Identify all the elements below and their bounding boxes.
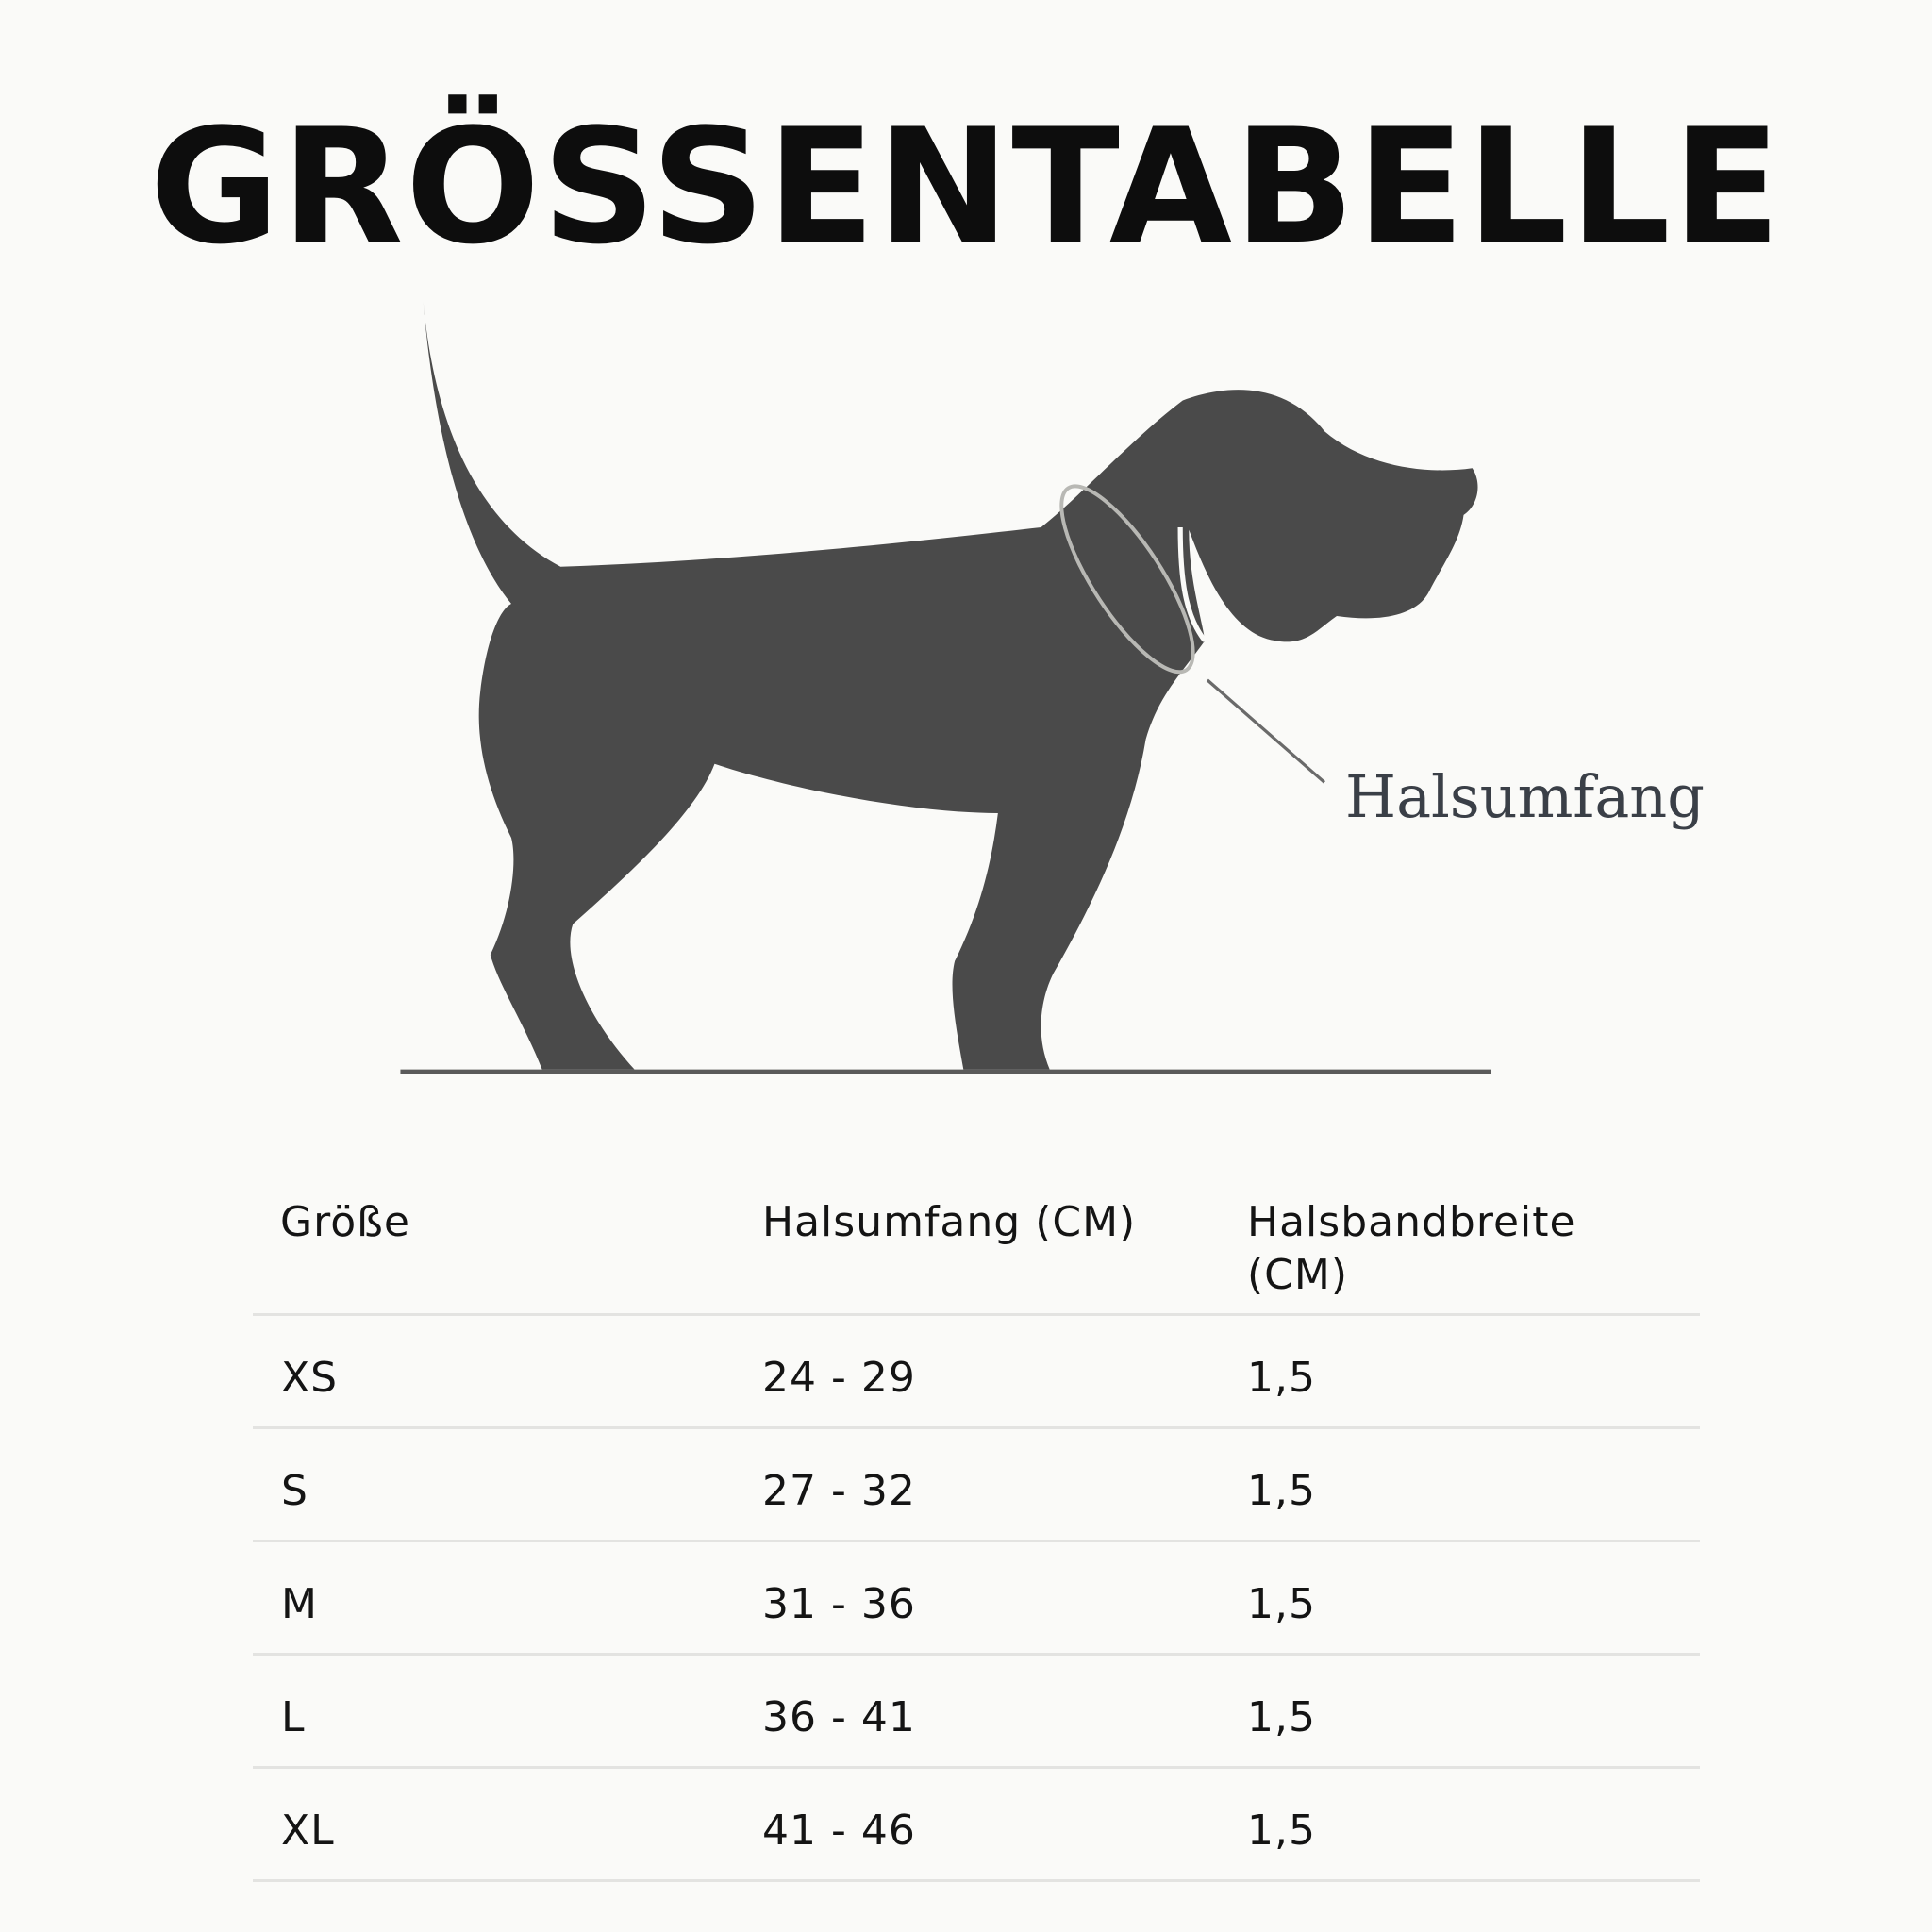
- size-table: [253, 1191, 1700, 1882]
- cell-size: XS: [281, 1354, 339, 1402]
- cell-neck: 27 - 32: [762, 1467, 916, 1515]
- table-row: [253, 1542, 1700, 1656]
- cell-width: 1,5: [1247, 1467, 1316, 1515]
- cell-width: 1,5: [1247, 1580, 1316, 1628]
- header-size: Größe: [280, 1198, 410, 1246]
- table-row: [253, 1769, 1700, 1882]
- cell-neck: 41 - 46: [762, 1807, 916, 1855]
- table-header-row: [253, 1191, 1700, 1316]
- cell-neck: 31 - 36: [762, 1580, 916, 1628]
- table-row: [253, 1429, 1700, 1542]
- cell-width: 1,5: [1247, 1807, 1316, 1855]
- dog-silhouette: [423, 293, 1478, 1070]
- cell-size: L: [281, 1693, 306, 1741]
- cell-width: 1,5: [1247, 1354, 1316, 1402]
- cell-size: S: [281, 1467, 308, 1515]
- table-row: [253, 1656, 1700, 1769]
- cell-size: XL: [281, 1807, 335, 1855]
- cell-neck: 24 - 29: [762, 1354, 916, 1402]
- table-row: [253, 1316, 1700, 1429]
- header-width: Halsbandbreite (CM): [1247, 1198, 1576, 1299]
- page-title: GRÖSSENTABELLE: [149, 94, 1783, 279]
- callout-line: [1208, 680, 1324, 782]
- neck-circumference-label: Halsumfang: [1345, 762, 1705, 831]
- cell-size: M: [281, 1580, 318, 1628]
- cell-neck: 36 - 41: [762, 1693, 916, 1741]
- cell-width: 1,5: [1247, 1693, 1316, 1741]
- header-neck: Halsumfang (CM): [762, 1198, 1137, 1246]
